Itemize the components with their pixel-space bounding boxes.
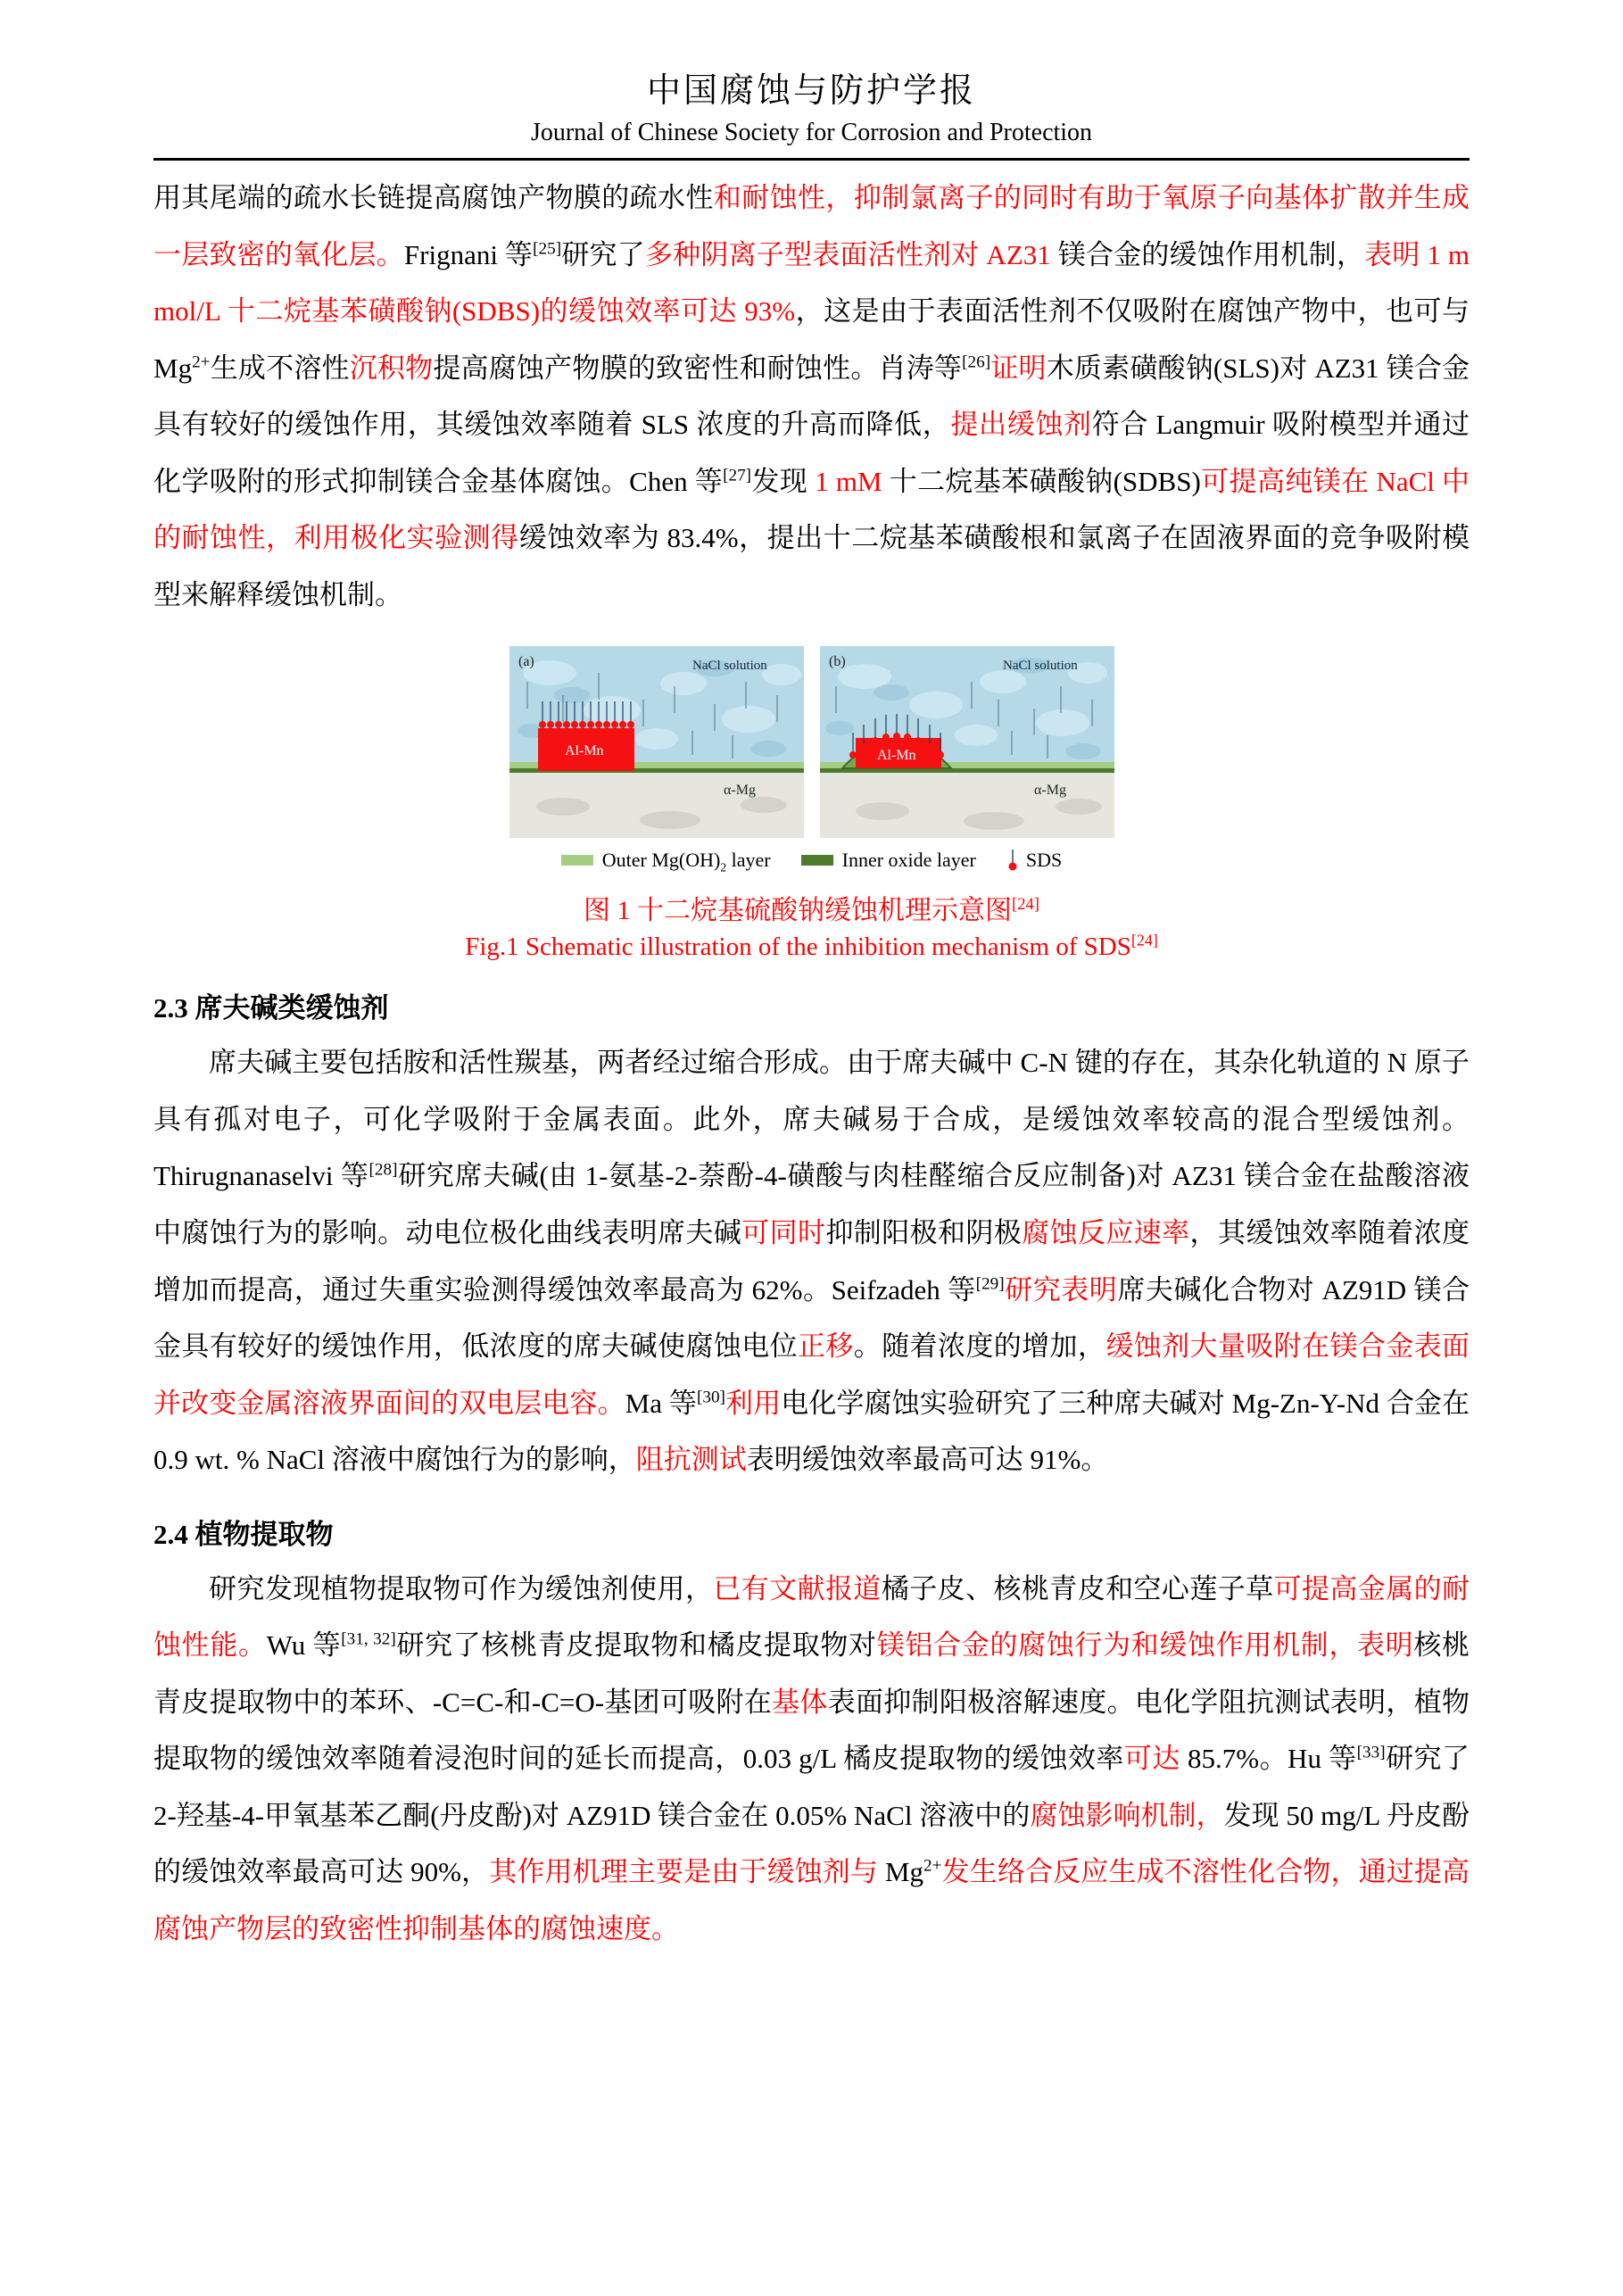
- section-heading-2-4: 2.4 植物提取物: [153, 1518, 334, 1550]
- journal-title-en: Journal of Chinese Society for Corrosion and Protection: [530, 119, 1093, 146]
- section-heading-2-3: 2.3 席夫碱类缓蚀剂: [153, 992, 389, 1024]
- figure-1: [491, 646, 1133, 872]
- journal-header: [153, 62, 1470, 161]
- paragraph-plant-extracts: 研究发现植物提取物可作为缓蚀剂使用，已有文献报道橘子皮、核桃青皮和空心莲子草可提高金属的耐蚀性能。Wu 等[31, 32]研究了核桃青皮提取物和橘皮提取物对镁铝合金的腐蚀行为和缓蚀作用机制，表明核桃青皮提取物中的苯环、-C=C-和-C=O-基团可吸附在基体表面抑制阳极溶解速度。电化学阻抗测试表明，植物提取物的缓蚀效率随着浸泡时间的延长而提高，0.03 g/L 橘皮提取物的缓蚀效率可达 85.7%。Hu 等[33]研究了 2-羟基-4-甲氧基苯乙酮(丹皮酚)对 AZ91D 镁合金在 0.05% NaCl 溶液中的腐蚀影响机制，发现 50 mg/L 丹皮酚的缓蚀效率最高可达 90%，其作用机理主要是由于缓蚀剂与 $Mg^{2+}$发生络合反应生成不溶性化合物，通过提高腐蚀产物层的致密性抑制基体的腐蚀速度。: [153, 1572, 1470, 1945]
- figure-caption-en: Fig.1 Schematic illustration of the inhibition mechanism of SDS[24]: [465, 931, 1158, 962]
- sds-pin-icon: [1006, 849, 1019, 872]
- legend-item-inner-layer: [801, 849, 976, 872]
- paragraph-surfactants: 用其尾端的疏水长链提高腐蚀产物膜的疏水性和耐蚀性，抑制氯离子的同时有助于氧原子向基体扩散并生成一层致密的氧化层。Frignani 等[25]研究了多种阴离子型表面活性剂对 AZ31 镁合金的缓蚀作用机制，表明 1 m mol/L 十二烷基苯磺酸钠(SDBS)的缓蚀效率可达 93%，这是由于表面活性剂不仅吸附在腐蚀产物中，也可与 $Mg^{2+}$生成不溶性沉积物提高腐蚀产物膜的致密性和耐蚀性。肖涛等[26]证明木质素磺酸钠(SLS)对 AZ31 镁合金具有较好的缓蚀作用，其缓蚀效率随着 SLS 浓度的升高而降低，提出缓蚀剂符合 Langmuir 吸附模型并通过化学吸附的形式抑制镁合金基体腐蚀。Chen 等[27]发现 1 mM 十二烷基苯磺酸钠(SDBS)可提高纯镁在 NaCl 中的耐蚀性，利用极化实验测得缓蚀效率为 83.4%，提出十二烷基苯磺酸根和氯离子在固液界面的竞争吸附模型来解释缓蚀机制。: [153, 182, 1470, 610]
- panel-a-solution-label: NaCl solution: [691, 659, 767, 674]
- panel-a-almn-label: Al-Mn: [564, 743, 604, 759]
- figure-panel-a: [509, 646, 804, 838]
- legend-item-outer-layer: [561, 849, 771, 872]
- panel-b-almn-label: Al-Mn: [876, 748, 916, 764]
- paragraph-schiff-base: 席夫碱主要包括胺和活性羰基，两者经过缩合形成。由于席夫碱中 C-N 键的存在，其杂化轨道的 N 原子具有孤对电子，可化学吸附于金属表面。此外，席夫碱易于合成，是缓蚀效率较高的混合型缓蚀剂。Thirugnanaselvi 等[28]研究席夫碱(由 1-氨基-2-萘酚-4-磺酸与肉桂醛缩合反应制备)对 AZ31 镁合金在盐酸溶液中腐蚀行为的影响。动电位极化曲线表明席夫碱可同时抑制阳极和阴极腐蚀反应速率，其缓蚀效率随着浓度增加而提高，通过失重实验测得缓蚀效率最高为 62%。Seifzadeh 等[29]研究表明席夫碱化合物对 AZ91D 镁合金具有较好的缓蚀作用，低浓度的席夫碱使腐蚀电位正移。随着浓度的增加，缓蚀剂大量吸附在镁合金表面并改变金属溶液界面间的双电层电容。Ma 等[30]利用电化学腐蚀实验研究了三种席夫碱对 Mg-Zn-Y-Nd 合金在 0.9 wt. % NaCl 溶液中腐蚀行为的影响，阻抗测试表明缓蚀效率最高可达 91%。: [153, 1047, 1470, 1476]
- legend-item-sds: [1006, 849, 1062, 872]
- legend-sds-label: SDS: [1025, 849, 1063, 872]
- panel-a-amg-label: α-Mg: [723, 783, 756, 799]
- panel-b-label: (b): [828, 654, 846, 670]
- inner-layer-swatch-icon: [801, 855, 833, 866]
- header-rule: [153, 158, 1470, 161]
- outer-layer-swatch-icon: [561, 855, 593, 866]
- journal-title-cn: 中国腐蚀与防护学报: [646, 72, 976, 110]
- figure-panels: [491, 646, 1133, 838]
- panel-a-label: (a): [518, 654, 534, 670]
- figure-panel-b: [820, 646, 1114, 838]
- figure-legend: [491, 849, 1133, 872]
- article-body: [153, 170, 1470, 1958]
- figure-caption-cn: 图 1 十二烷基硫酸钠缓蚀机理示意图[24]: [584, 895, 1039, 926]
- legend-outer-label: Outer $Mg(OH)_2$ layer: [601, 849, 771, 874]
- panel-b-amg-label: α-Mg: [1033, 783, 1066, 799]
- legend-inner-label: Inner oxide layer: [841, 849, 976, 872]
- panel-b-solution-label: NaCl solution: [1002, 659, 1078, 674]
